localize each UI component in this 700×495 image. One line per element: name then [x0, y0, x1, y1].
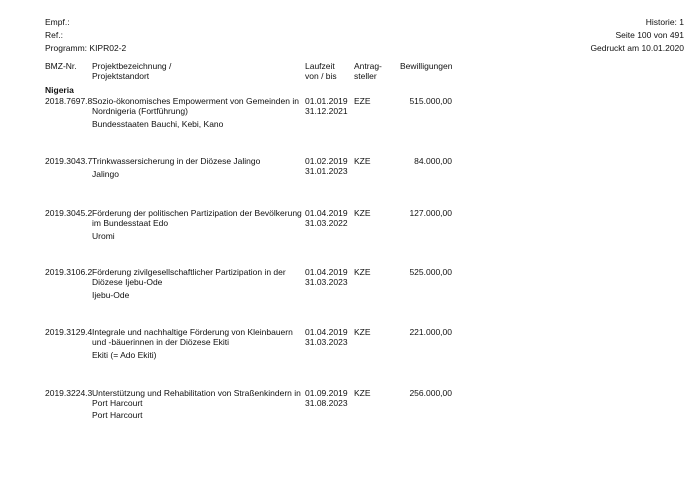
applicant: KZE: [354, 327, 371, 337]
applicant: KZE: [354, 208, 371, 218]
project-location: Uromi: [92, 231, 115, 241]
project-title-line2: Port Harcourt: [92, 398, 143, 408]
history-label: Historie: 1: [645, 17, 684, 27]
start-date: 01.04.2019: [305, 267, 348, 277]
project-title-line1: Sozio-ökonomisches Empowerment von Gemeinden in: [92, 96, 299, 106]
recipient-label: Empf.:: [45, 17, 70, 27]
start-date: 01.09.2019: [305, 388, 348, 398]
project-title-line2: Nordnigeria (Fortführung): [92, 106, 188, 116]
project-location: Bundesstaaten Bauchi, Kebi, Kano: [92, 119, 224, 129]
end-date: 31.01.2023: [305, 166, 348, 176]
column-header-duration-1: Laufzeit: [305, 61, 335, 71]
start-date: 01.04.2019: [305, 327, 348, 337]
print-date: Gedruckt am 10.01.2020: [590, 43, 684, 53]
column-header-project-2: Projektstandort: [92, 71, 150, 81]
project-location: Ijebu-Ode: [92, 290, 130, 300]
project-title-line1: Förderung der politischen Partizipation der Bevölkerung: [92, 208, 302, 218]
project-title-line2: Diözese Ijebu-Ode: [92, 277, 163, 287]
end-date: 31.08.2023: [305, 398, 348, 408]
column-header-grants: Bewilligungen: [400, 61, 453, 71]
start-date: 01.02.2019: [305, 156, 348, 166]
grant-amount: 256.000,00: [409, 388, 452, 398]
bmz-number: 2018.7697.8: [45, 96, 93, 106]
project-title-line1: Förderung zivilgesellschaftlicher Partizipation in der: [92, 267, 286, 277]
column-header-duration-2: von / bis: [305, 71, 337, 81]
project-title-line2: und -bäuerinnen in der Diözese Ekiti: [92, 337, 230, 347]
grant-amount: 525.000,00: [409, 267, 452, 277]
country-heading: Nigeria: [45, 85, 74, 95]
applicant: KZE: [354, 267, 371, 277]
project-location: Jalingo: [92, 169, 119, 179]
project-title-line2: im Bundesstaat Edo: [92, 218, 169, 228]
page-number: Seite 100 von 491: [615, 30, 684, 40]
bmz-number: 2019.3224.3: [45, 388, 93, 398]
bmz-number: 2019.3045.2: [45, 208, 93, 218]
project-location: Ekiti (= Ado Ekiti): [92, 350, 157, 360]
grant-amount: 127.000,00: [409, 208, 452, 218]
grant-amount: 221.000,00: [409, 327, 452, 337]
end-date: 31.03.2022: [305, 218, 348, 228]
column-header-project-1: Projektbezeichnung /: [92, 61, 172, 71]
column-header-applicant-2: steller: [354, 71, 377, 81]
bmz-number: 2019.3106.2: [45, 267, 93, 277]
bmz-number: 2019.3043.7: [45, 156, 93, 166]
start-date: 01.01.2019: [305, 96, 348, 106]
column-header-bmz: BMZ-Nr.: [45, 61, 77, 71]
grant-amount: 515.000,00: [409, 96, 452, 106]
applicant: EZE: [354, 96, 371, 106]
project-title-line1: Trinkwassersicherung in der Diözese Jalingo: [92, 156, 261, 166]
grant-amount: 84.000,00: [414, 156, 452, 166]
program-label: Programm: KIPR02-2: [45, 43, 127, 53]
applicant: KZE: [354, 156, 371, 166]
start-date: 01.04.2019: [305, 208, 348, 218]
project-title-line1: Unterstützung und Rehabilitation von Straßenkindern in: [92, 388, 301, 398]
end-date: 31.12.2021: [305, 106, 348, 116]
end-date: 31.03.2023: [305, 337, 348, 347]
project-title-line1: Integrale und nachhaltige Förderung von Kleinbauern: [92, 327, 293, 337]
end-date: 31.03.2023: [305, 277, 348, 287]
project-location: Port Harcourt: [92, 410, 143, 420]
applicant: KZE: [354, 388, 371, 398]
column-header-applicant-1: Antrag-: [354, 61, 382, 71]
bmz-number: 2019.3129.4: [45, 327, 93, 337]
reference-label: Ref.:: [45, 30, 63, 40]
